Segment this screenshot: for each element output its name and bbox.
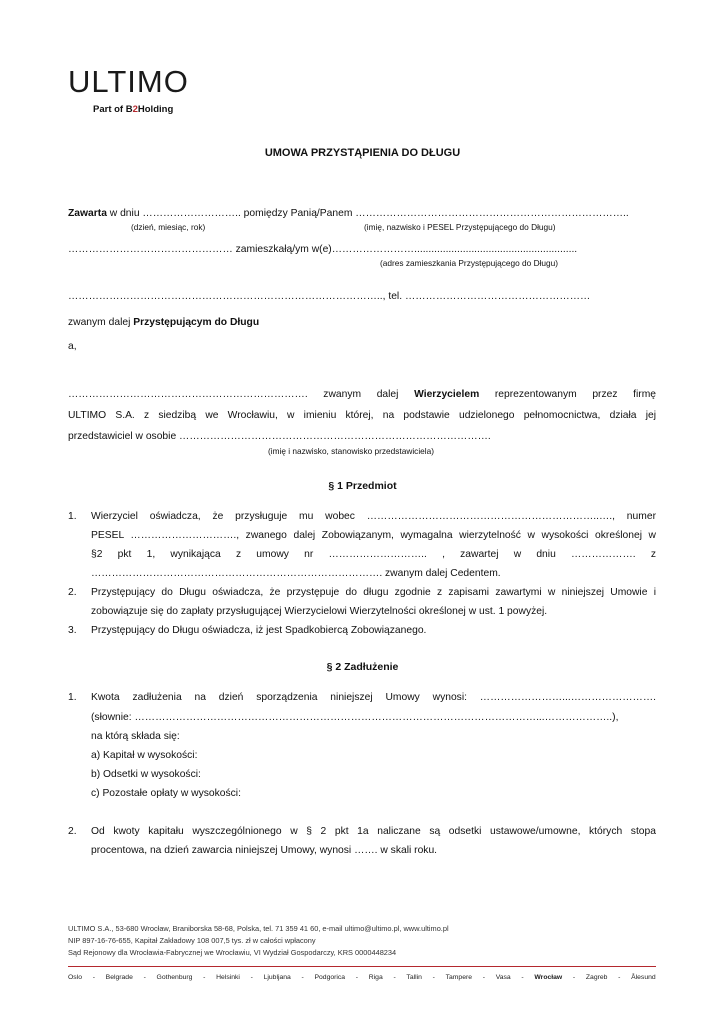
footer-tax-info: NIP 897-16-76-655, Kapitał Zakładowy 108 007,5 tys. zł w całości wpłacony bbox=[68, 936, 316, 945]
footer-address: ULTIMO S.A., 53-680 Wrocław, Braniborska 58-68, Polska, tel. 71 359 41 60, e-mail ultimo@ultimo.pl, www.ultimo.pl bbox=[68, 924, 449, 933]
s1-item-1-line-2: PESEL …………………………., zwanego dalej Zobowiązanym, wymagalna wierzytelność w wysokości określonej w bbox=[91, 530, 656, 541]
intro-line-5: a, bbox=[68, 341, 77, 352]
company-logo bbox=[68, 64, 189, 100]
logo-tagline: Part of B2Holding bbox=[93, 104, 174, 115]
footer-city-separator: - bbox=[393, 974, 396, 981]
footer-city-separator: - bbox=[572, 974, 576, 981]
footer-city: Helsinki bbox=[216, 974, 240, 981]
footer-city-separator: - bbox=[482, 974, 486, 981]
s2-item-1-a: a) Kapitał w wysokości: bbox=[91, 750, 198, 761]
footer-city-separator: - bbox=[521, 974, 524, 981]
footer-divider bbox=[68, 966, 656, 967]
footer-city: Belgrade bbox=[105, 974, 133, 981]
footer-city-separator: - bbox=[301, 974, 304, 981]
hint-representative: (imię i nazwisko, stanowisko przedstawiciela) bbox=[268, 446, 434, 456]
logo-text: ULTIMO bbox=[68, 64, 189, 99]
s1-item-3-line-1: Przystępujący do Długu oświadcza, iż jest Spadkobiercą Zobowiązanego. bbox=[91, 625, 427, 636]
footer-cities bbox=[68, 974, 656, 981]
s1-item-3-number: 3. bbox=[68, 625, 77, 636]
creditor-line-1: ……………………………………………………………. zwanym dalej Wierzycielem reprezentowanym przez firmę bbox=[68, 389, 656, 400]
s1-item-1-line-1: Wierzyciel oświadcza, że przysługuje mu wobec …………………………………………………………..…., numer bbox=[91, 511, 656, 522]
s2-item-1-line-2: (słownie: ………………………………………………………………………………………………………...………………..), bbox=[91, 712, 619, 723]
section-2-heading: § 2 Zadłużenie bbox=[326, 661, 399, 673]
s2-item-1-c: c) Pozostałe opłaty w wysokości: bbox=[91, 788, 241, 799]
s1-item-1-line-3: §2 pkt 1, wynikająca z umowy nr ……………………….. , zawartej w dniu ………………. z bbox=[91, 549, 656, 560]
footer-city: Wrocław bbox=[534, 974, 563, 981]
footer-city-separator: - bbox=[355, 974, 359, 981]
footer-city-separator: - bbox=[143, 974, 146, 981]
footer-city-separator: - bbox=[432, 974, 435, 981]
s1-item-1-number: 1. bbox=[68, 511, 77, 522]
footer-city: Gothenburg bbox=[156, 974, 193, 981]
footer-city-separator: - bbox=[618, 974, 621, 981]
s1-item-2-number: 2. bbox=[68, 587, 77, 598]
s2-item-1-b: b) Odsetki w wysokości: bbox=[91, 769, 201, 780]
hint-name-pesel: (imię, nazwisko i PESEL Przystępującego do Długu) bbox=[364, 222, 556, 232]
s2-item-2-number: 2. bbox=[68, 826, 77, 837]
footer-city: Tallin bbox=[406, 974, 422, 981]
s2-item-1-line-1: Kwota zadłużenia na dzień sporządzenia niniejszej Umowy wynosi: ……………………...……………………. bbox=[91, 692, 656, 703]
intro-line-4: zwanym dalej Przystępującym do Długu bbox=[68, 317, 260, 328]
s1-item-2-line-1: Przystępujący do Długu oświadcza, że przystępuje do długu zgodnie z zapisami zawartymi w niniejszej Umowie i bbox=[91, 587, 656, 598]
document-title: UMOWA PRZYSTĄPIENIA DO DŁUGU bbox=[264, 147, 461, 159]
footer-city-separator: - bbox=[203, 974, 206, 981]
footer-city: Vasa bbox=[495, 974, 511, 981]
footer-city-separator: - bbox=[250, 974, 253, 981]
section-1-heading: § 1 Przedmiot bbox=[328, 480, 397, 492]
intro-line-3: ……………………………………………………………………………….., tel. ……………………………………………… bbox=[68, 291, 591, 302]
s2-item-2-line-1: Od kwoty kapitału wyszczególnionego w § 2 pkt 1a naliczane są odsetki ustawowe/umowne, których stopa bbox=[91, 826, 656, 837]
footer-city: Riga bbox=[368, 974, 383, 981]
hint-date: (dzień, miesiąc, rok) bbox=[131, 222, 206, 232]
footer-city: Oslo bbox=[68, 974, 82, 981]
footer-court-info: Sąd Rejonowy dla Wrocławia-Fabrycznej we Wrocławiu, VI Wydział Gospodarczy, KRS 0000448234 bbox=[68, 948, 397, 957]
s1-item-2-line-2: zobowiązuje się do zapłaty przysługującej Wierzycielowi Wierzytelności określonej w ust. 1 powyżej. bbox=[91, 606, 548, 617]
s2-item-1-number: 1. bbox=[68, 692, 77, 703]
footer-city: Tampere bbox=[445, 974, 473, 981]
intro-line-2: ………………………………………… zamieszkałą/ym w(e)……………………......................................................... bbox=[68, 244, 578, 255]
footer-city: Podgorica bbox=[314, 974, 346, 981]
footer-city: Ålesund bbox=[631, 974, 656, 981]
s2-item-2-line-2: procentowa, na dzień zawarcia niniejszej Umowy, wynosi ……. w skali roku. bbox=[91, 845, 438, 856]
footer-city-separator: - bbox=[92, 974, 95, 981]
s2-item-1-line-3: na którą składa się: bbox=[91, 731, 180, 742]
creditor-line-2: ULTIMO S.A. z siedzibą we Wrocławiu, w imieniu której, na podstawie udzielonego pełnomocnictwa, działa jej bbox=[68, 410, 656, 421]
hint-address: (adres zamieszkania Przystępującego do Długu) bbox=[380, 258, 559, 268]
footer-city: Zagreb bbox=[585, 974, 608, 981]
creditor-line-3: przedstawiciel w osobie ………………………………………………………………………………. bbox=[68, 431, 491, 442]
footer-city: Ljubljana bbox=[263, 974, 291, 981]
s1-item-1-line-4: …………………………………………………………………………. zwanym dalej Cedentem. bbox=[91, 568, 501, 579]
intro-line-1: Zawarta w dniu ……………………….. pomiędzy Panią/Panem …………………………………………………………………….. bbox=[68, 208, 629, 219]
